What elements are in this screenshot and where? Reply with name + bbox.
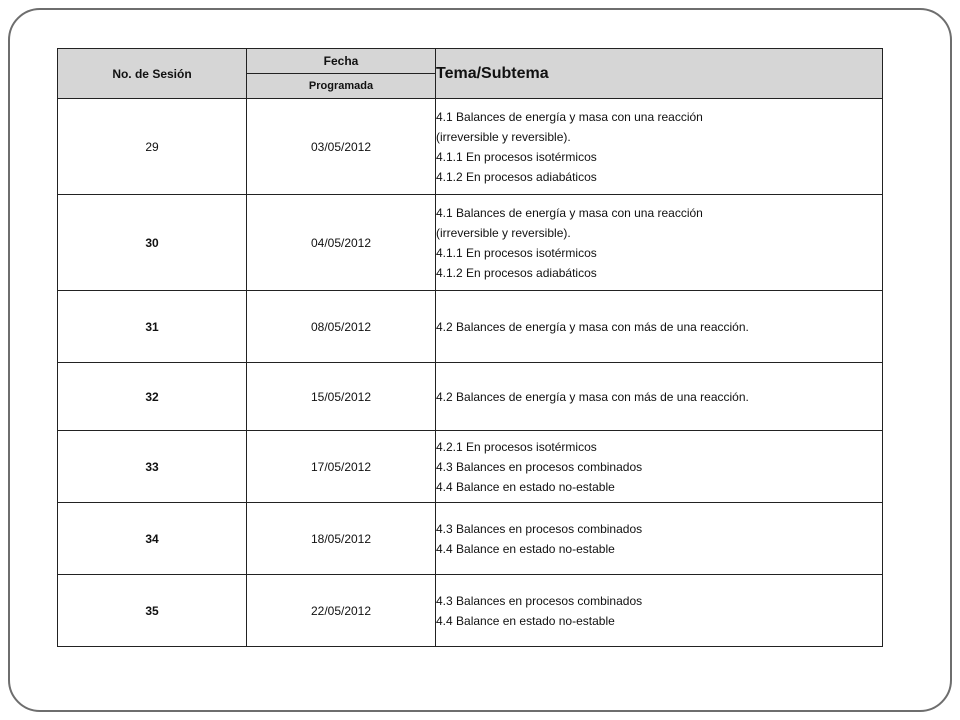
- header-programada: Programada: [247, 74, 436, 99]
- session-date: 22/05/2012: [247, 575, 436, 647]
- session-number: 33: [58, 431, 247, 503]
- topic-line: 4.2 Balances de energía y masa con más de una reacción.: [436, 319, 749, 334]
- session-date: 08/05/2012: [247, 291, 436, 363]
- topic-line: 4.1.2 En procesos adiabáticos: [436, 169, 597, 184]
- session-date: 17/05/2012: [247, 431, 436, 503]
- session-topics: [436, 99, 883, 195]
- topic-line: 4.1 Balances de energía y masa con una reacción: [436, 109, 703, 124]
- table-row: [58, 291, 883, 363]
- session-number: 35: [58, 575, 247, 647]
- session-date: 15/05/2012: [247, 363, 436, 431]
- session-topics: [436, 575, 883, 647]
- topic-line: 4.3 Balances en procesos combinados: [436, 521, 643, 536]
- topic-line: 4.4 Balance en estado no-estable: [436, 541, 615, 556]
- session-number: 34: [58, 503, 247, 575]
- table-row: [58, 195, 883, 291]
- session-number: 31: [58, 291, 247, 363]
- topic-line: 4.1 Balances de energía y masa con una reacción: [436, 205, 703, 220]
- table-row: [58, 99, 883, 195]
- session-topics: [436, 503, 883, 575]
- session-topics: [436, 195, 883, 291]
- topic-line: 4.2 Balances de energía y masa con más de una reacción.: [436, 389, 749, 404]
- header-row: [58, 49, 883, 74]
- topic-line: (irreversible y reversible).: [436, 129, 571, 144]
- session-number: 32: [58, 363, 247, 431]
- header-tema-subtema: Tema/Subtema: [436, 49, 883, 99]
- session-topics: [436, 363, 883, 431]
- table-row: [58, 431, 883, 503]
- table-row: [58, 363, 883, 431]
- header-fecha: Fecha: [247, 49, 436, 74]
- topic-line: 4.1.1 En procesos isotérmicos: [436, 149, 597, 164]
- topic-line: 4.4 Balance en estado no-estable: [436, 479, 615, 494]
- session-date: 04/05/2012: [247, 195, 436, 291]
- topic-line: 4.1.1 En procesos isotérmicos: [436, 245, 597, 260]
- topic-line: 4.2.1 En procesos isotérmicos: [436, 439, 597, 454]
- session-date: 18/05/2012: [247, 503, 436, 575]
- topic-line: (irreversible y reversible).: [436, 225, 571, 240]
- table-row: [58, 503, 883, 575]
- topic-line: 4.4 Balance en estado no-estable: [436, 613, 615, 628]
- session-topics: [436, 291, 883, 363]
- session-date: 03/05/2012: [247, 99, 436, 195]
- session-topics: [436, 431, 883, 503]
- topic-line: 4.1.2 En procesos adiabáticos: [436, 265, 597, 280]
- session-number: 29: [58, 99, 247, 195]
- table-row: [58, 575, 883, 647]
- header-session-number: No. de Sesión: [58, 49, 247, 99]
- topic-line: 4.3 Balances en procesos combinados: [436, 593, 643, 608]
- topic-line: 4.3 Balances en procesos combinados: [436, 459, 643, 474]
- session-number: 30: [58, 195, 247, 291]
- session-schedule-table: [57, 48, 883, 647]
